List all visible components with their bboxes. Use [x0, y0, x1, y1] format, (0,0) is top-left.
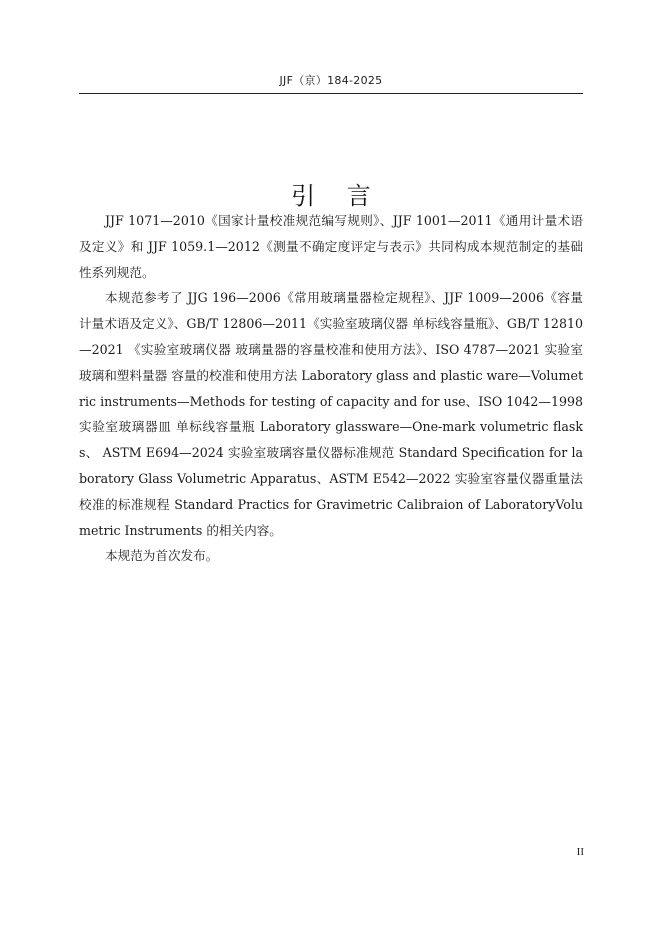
running-header: JJF（京）184-2025 [279, 74, 383, 87]
paragraph-first-release: 本规范为首次发布。 [105, 548, 219, 564]
paragraph-foundation: JJF 1071—2010《国家计量校准规范编写规则》、JJF 1001—2011《通用计量术语及定义》和 JJF 1059.1—2012《测量不确定度评定与表示》共同构成本规范制定的基础性系列规范。 [79, 213, 583, 280]
page-number: II [576, 846, 584, 858]
section-title: 引 言 [291, 182, 383, 210]
paragraph-references: 本规范参考了 JJG 196—2006《常用玻璃量器检定规程》、JJF 1009—2006《容量计量术语及定义》、GB/T 12806—2011《实验室玻璃仪器 单标线容量瓶》、GB/T 12810—2021 《实验室玻璃仪器 玻璃量器的容量校准和使用方法》、ISO 4787—2021 实验室玻璃和塑料量器 容量的校准和使用方法 Laboratory glass and plastic ware—Volumetric instruments—Methods for testing of capacity and for use、ISO 1042—1998 实验室玻璃器皿 单标线容量瓶 Laboratory glassware—One-mark volumetric flasks、 ASTM E694—2024 实验室玻璃容量仪器标准规范 Standard Specification for laboratory Glass Volumetric Apparatus、ASTM E542—2022 实验室容量仪器重量法校准的标准规程 Standard Practics for Gravimetric Calibraion of LaboratoryVolumetric Instruments 的相关内容。 [79, 290, 583, 538]
header-rule [79, 93, 583, 94]
body-text [79, 208, 583, 569]
